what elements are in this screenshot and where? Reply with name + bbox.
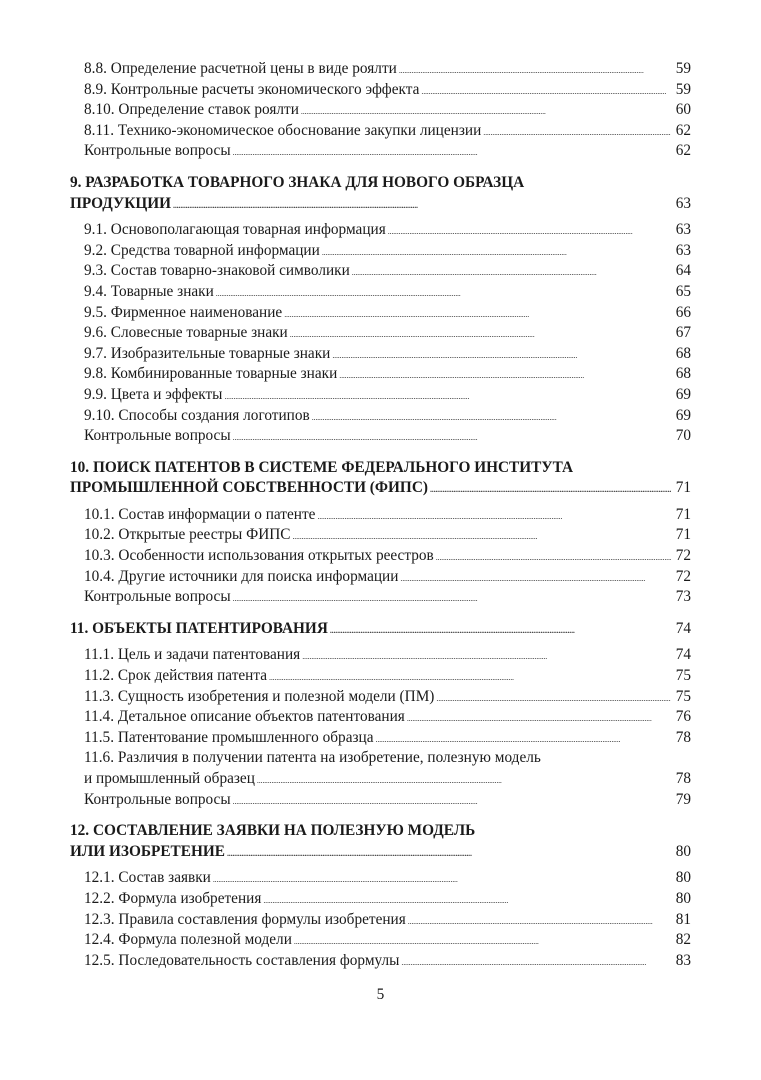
entry-title: 11.2. Срок действия патента [84,667,268,685]
dot-leader [233,141,671,164]
entry-page-number: 62 [675,142,691,160]
entry-title: 9.4. Товарные знаки [84,282,214,300]
dot-leader [430,478,671,501]
entry-title: 11.1. Цель и задачи патентования [84,646,301,664]
entry-page-number: 68 [675,365,691,383]
dot-leader [401,951,671,974]
entry-title: 8.8. Определение расчетной цены в виде роялти [84,60,397,77]
entry-page-number: 80 [675,842,691,860]
dot-leader [233,426,671,449]
entry-page-number: 75 [675,667,691,685]
entry-page-number: 66 [675,303,691,321]
toc-section-entry [70,100,691,121]
entry-title: 9.1. Основополагающая товарная информация [84,221,386,239]
toc-section-entry [70,910,691,931]
entry-page-number: 74 [675,646,691,664]
entry-page-number: 80 [675,889,691,907]
dot-leader [399,59,671,82]
dot-leader [233,587,671,610]
entry-title: 8.11. Технико-экономическое обоснование закупки лицензии [84,121,482,139]
dot-leader [290,323,671,346]
entry-page-number: 69 [675,406,691,424]
entry-page-number: 63 [675,241,691,259]
entry-title: 9.7. Изобразительные товарные знаки [84,344,331,362]
page-number: 5 [376,986,385,1003]
toc-chapter-entry [70,173,691,214]
entry-page-number: 64 [675,262,691,280]
entry-page-number: 71 [675,479,691,497]
entry-title: 8.10. Определение ставок роялти [84,101,299,119]
entry-title: и промышленный образец [84,770,255,787]
toc-section-entry [70,587,691,608]
dot-leader [302,645,671,668]
entry-page-number: 83 [675,951,691,969]
entry-title: 10.3. Особенности использования открытых реестров [84,547,434,565]
entry-title: 12.5. Последовательность составления формулы [84,951,400,969]
entry-title: 9.3. Состав товарно-знаковой символики [84,262,350,280]
toc-section-entry [70,748,691,789]
entry-title: 11.6. Различия в получении патента на изобретение, полезную модель [84,749,541,767]
dot-leader [312,406,671,429]
dot-leader [257,769,671,792]
toc-section-entry [70,505,691,526]
dot-leader [436,546,671,569]
dot-leader [376,728,671,751]
entry-page-number: 75 [675,687,691,705]
toc-chapter-entry [70,619,691,640]
entry-page-number: 81 [675,910,691,928]
toc-section-entry [70,220,691,241]
dot-leader [388,220,671,243]
entry-title: 10.2. Открытые реестры ФИПС [84,526,291,544]
entry-title: 10.1. Состав информации о патенте [84,505,316,523]
dot-leader [436,687,671,710]
entry-page-number: 63 [675,194,691,212]
dot-leader [213,868,671,891]
entry-page-number: 82 [675,931,691,949]
entry-page-number: 67 [675,324,691,342]
entry-title: Контрольные вопросы [84,142,231,160]
entry-title: 10.4. Другие источники для поиска информации [84,567,399,585]
entry-title: 9.9. Цвета и эффекты [84,385,223,403]
entry-page-number: 74 [675,619,691,637]
dot-leader [322,241,671,264]
dot-leader [408,910,671,933]
entry-page-number: 76 [675,708,691,726]
entry-title: 9.2. Средства товарной информации [84,241,320,259]
entry-title: 11. ОБЪЕКТЫ ПАТЕНТИРОВАНИЯ [70,619,328,637]
toc-section-entry [70,790,691,811]
dot-leader [233,790,671,813]
entry-title: ПРОДУКЦИИ [70,194,172,212]
dot-leader [269,666,671,689]
toc-section-entry [70,546,691,567]
toc-section-entry [70,951,691,972]
entry-page-number: 72 [675,547,691,565]
entry-page-number: 78 [675,770,691,787]
entry-title: 8.9. Контрольные расчеты экономического эффекта [84,80,420,98]
dot-leader [339,364,671,387]
dot-leader [173,194,671,217]
entry-title: 12. СОСТАВЛЕНИЕ ЗАЯВКИ НА ПОЛЕЗНУЮ МОДЕЛЬ [70,822,476,840]
entry-title: ИЛИ ИЗОБРЕТЕНИЕ [70,842,225,860]
dot-leader [407,707,671,730]
entry-page-number: 59 [675,60,691,77]
entry-title: 11.3. Сущность изобретения и полезной модели (ПМ) [84,687,435,705]
dot-leader [263,889,671,912]
dot-leader [330,619,671,642]
toc-section-entry [70,406,691,427]
entry-title: 12.1. Состав заявки [84,869,211,887]
entry-page-number: 71 [675,526,691,544]
entry-page-number: 80 [675,869,691,887]
toc-section-entry [70,645,691,666]
entry-page-number: 68 [675,344,691,362]
toc-section-entry [70,889,691,910]
entry-title: 12.4. Формула полезной модели [84,931,292,949]
toc-section-entry [70,59,691,80]
entry-title: 9.6. Словесные товарные знаки [84,324,288,342]
entry-title: 12.2. Формула изобретения [84,889,262,907]
toc-section-entry [70,141,691,162]
table-of-contents [70,59,691,971]
entry-title: 9.5. Фирменное наименование [84,303,283,321]
toc-section-entry [70,121,691,142]
entry-page-number: 69 [675,385,691,403]
entry-title: 9.10. Способы создания логотипов [84,406,310,424]
entry-title: 10. ПОИСК ПАТЕНТОВ В СИСТЕМЕ ФЕДЕРАЛЬНОГО ИНСТИТУТА [70,458,574,476]
dot-leader [400,567,671,590]
toc-section-entry [70,261,691,282]
toc-section-entry [70,282,691,303]
entry-title: 9.8. Комбинированные товарные знаки [84,365,338,383]
entry-title: 11.5. Патентование промышленного образца [84,728,374,746]
entry-title: Контрольные вопросы [84,588,231,606]
dot-leader [284,303,671,326]
entry-title: 12.3. Правила составления формулы изобретения [84,910,406,928]
entry-title: 9. РАЗРАБОТКА ТОВАРНОГО ЗНАКА ДЛЯ НОВОГО ОБРАЗЦА [70,173,525,191]
toc-section-entry [70,80,691,101]
entry-title: ПРОМЫШЛЕННОЙ СОБСТВЕННОСТИ (ФИПС) [70,479,428,497]
dot-leader [332,344,671,367]
toc-section-entry [70,303,691,324]
toc-section-entry [70,567,691,588]
entry-page-number: 60 [675,101,691,119]
entry-title: 11.4. Детальное описание объектов патентования [84,708,405,726]
toc-section-entry [70,666,691,687]
entry-title: Контрольные вопросы [84,427,231,445]
toc-chapter-entry [70,821,691,862]
entry-page-number: 71 [675,505,691,523]
toc-section-entry [70,344,691,365]
entry-title: Контрольные вопросы [84,790,231,808]
toc-section-entry [70,525,691,546]
entry-page-number: 59 [675,80,691,98]
entry-page-number: 70 [675,427,691,445]
dot-leader [301,100,671,123]
toc-section-entry [70,687,691,708]
dot-leader [293,525,672,548]
toc-section-entry [70,930,691,951]
toc-section-entry [70,868,691,889]
entry-page-number: 79 [675,790,691,808]
toc-section-entry [70,385,691,406]
toc-section-entry [70,426,691,447]
dot-leader [224,385,671,408]
toc-chapter-entry [70,458,691,499]
dot-leader [216,282,671,305]
dot-leader [352,261,671,284]
entry-page-number: 73 [675,588,691,606]
toc-section-entry [70,241,691,262]
entry-page-number: 72 [675,567,691,585]
toc-section-entry [70,364,691,385]
entry-page-number: 78 [675,728,691,746]
toc-section-entry [70,323,691,344]
entry-page-number: 62 [675,121,691,139]
dot-leader [317,505,671,528]
entry-page-number: 63 [675,221,691,239]
dot-leader [294,930,671,953]
dot-leader [227,842,671,865]
dot-leader [483,121,671,144]
dot-leader [421,80,671,103]
toc-section-entry [70,728,691,749]
entry-page-number: 65 [675,282,691,300]
toc-section-entry [70,707,691,728]
